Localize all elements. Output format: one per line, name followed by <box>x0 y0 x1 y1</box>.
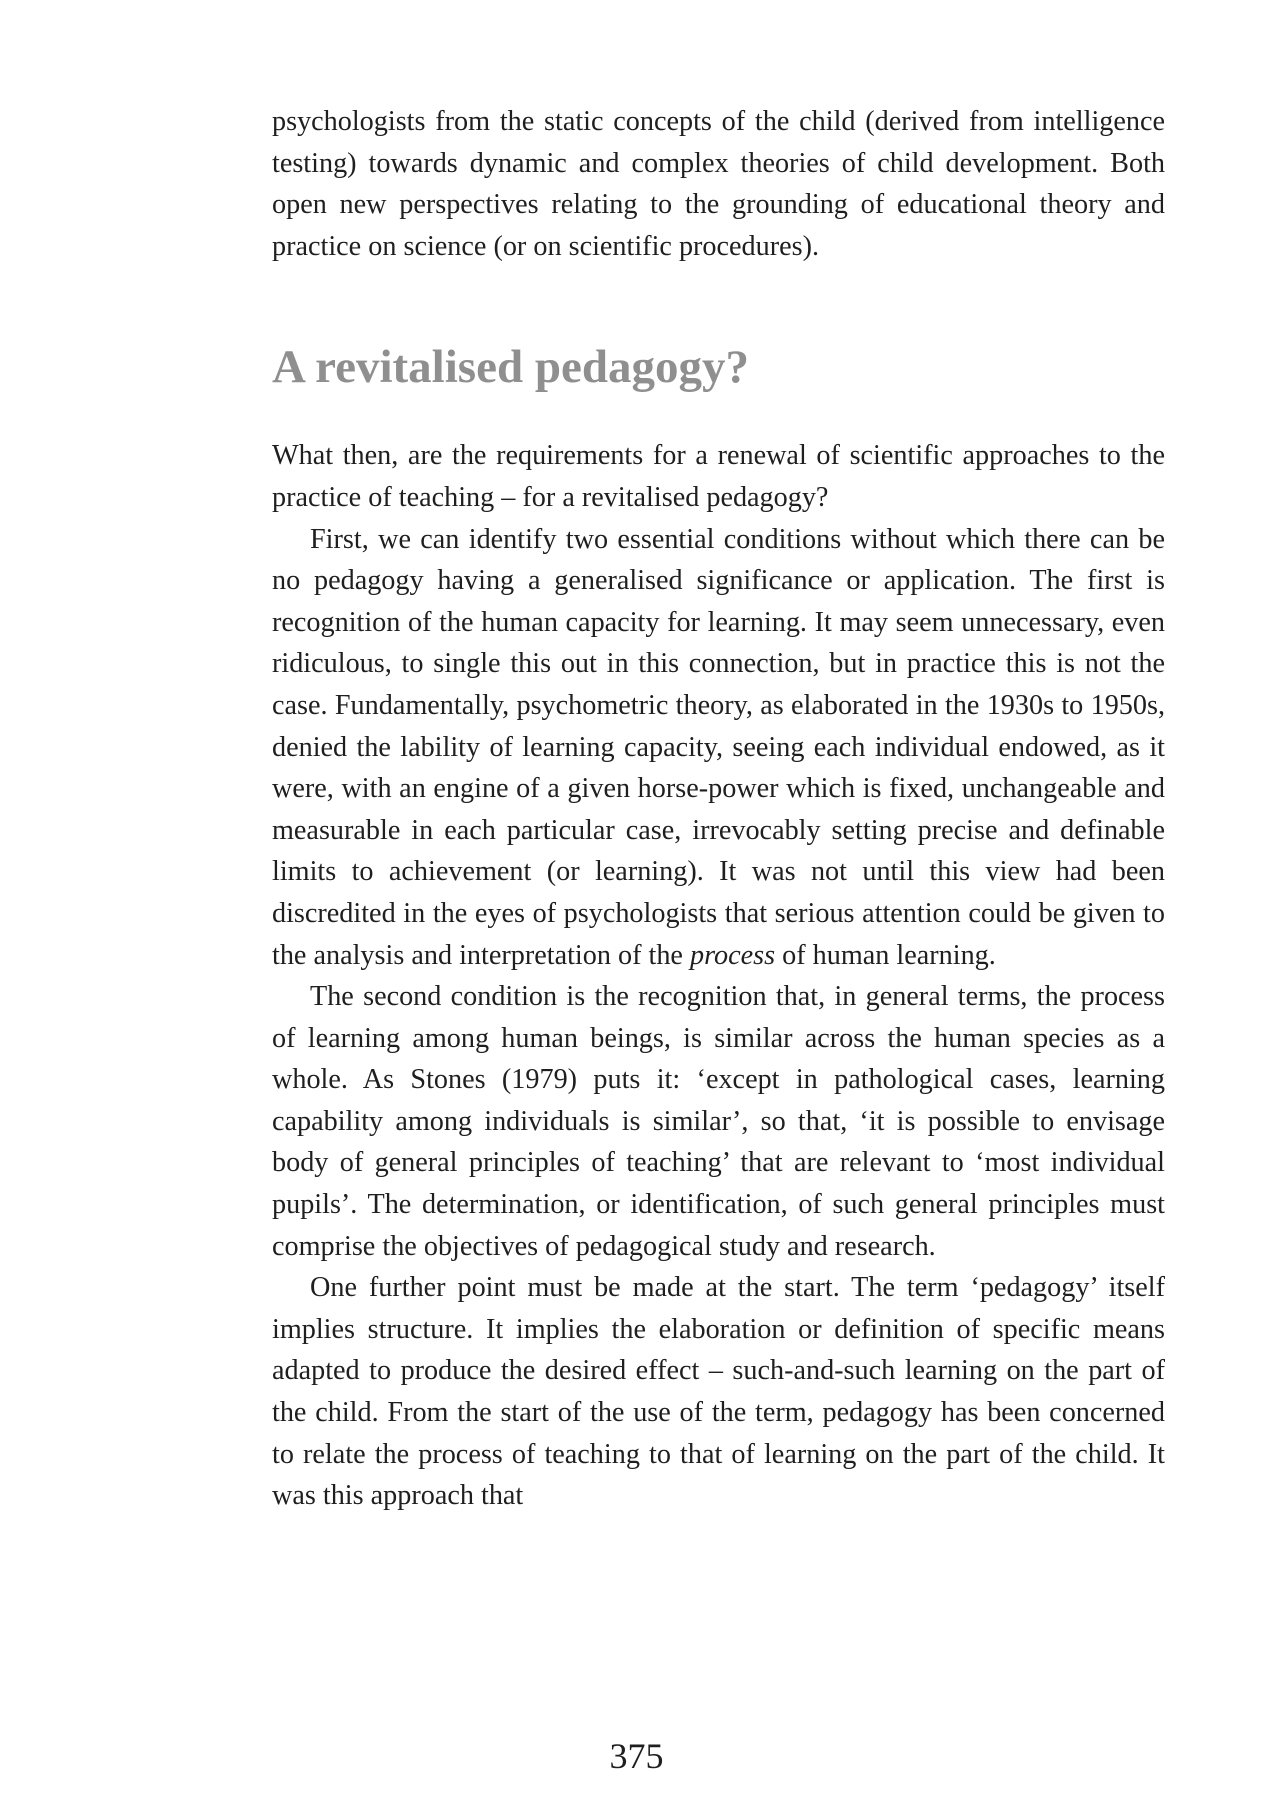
paragraph-text: First, we can identify two essential conditions without which there can be no pedagogy having a generalised significance or application. The first is recognition of the human capacity for learning. It may seem unnecessary, even ridiculous, to single this out in this connection, but in practice this is not the case. Fundamentally, psychometric theory, as elaborated in the 1930s to 1950s, denied the lability of learning capacity, seeing each individual endowed, as it were, with an engine of a given horse-power which is fixed, unchangeable and measurable in each particular case, irrevocably setting precise and definable limits to achievement (or learning). It was not until this view had been discredited in the eyes of psychologists that serious attention could be given to the analysis and interpretation of the <box>272 523 1165 971</box>
paragraph-further-point: One further point must be made at the start. The term ‘pedagogy’ itself implies structure. It implies the elaboration or definition of specific means adapted to produce the desired effect – such-and-such learning on the part of the child. From the start of the use of the term, pedagogy has been concerned to relate the process of teaching to that of learning on the part of the child. It was this approach that <box>272 1272 1165 1512</box>
paragraph-second-condition: The second condition is the recognition that, in general terms, the process of learning among human beings, is similar across the human species as a whole. As Stones (1979) puts it: ‘except in pathological cases, learning capability among individuals is similar’, so that, ‘it is possible to envisage body of general principles of teaching’ that are relevant to ‘most individual pupils’. The determination, or identification, of such general principles must comprise the objectives of pedagogical study and research. <box>272 981 1165 1262</box>
section-heading: A revitalised pedagogy? <box>272 341 749 394</box>
paragraph-first-condition <box>272 519 1165 977</box>
continued-paragraph: psychologists from the static concepts of the child (derived from intelligence testing) towards dynamic and complex theories of child development. Both open new perspectives relating to the grounding of educational theory and practice on science (or on scientific procedures). <box>272 106 1165 262</box>
page-number: 375 <box>609 1736 664 1776</box>
paragraph-text-end: of human learning. <box>775 939 996 971</box>
paragraph-intro: What then, are the requirements for a renewal of scientific approaches to the practice of teaching – for a revitalised pedagogy? <box>272 440 1165 513</box>
emphasis-process: process <box>689 939 776 971</box>
text-column <box>272 101 1165 1517</box>
